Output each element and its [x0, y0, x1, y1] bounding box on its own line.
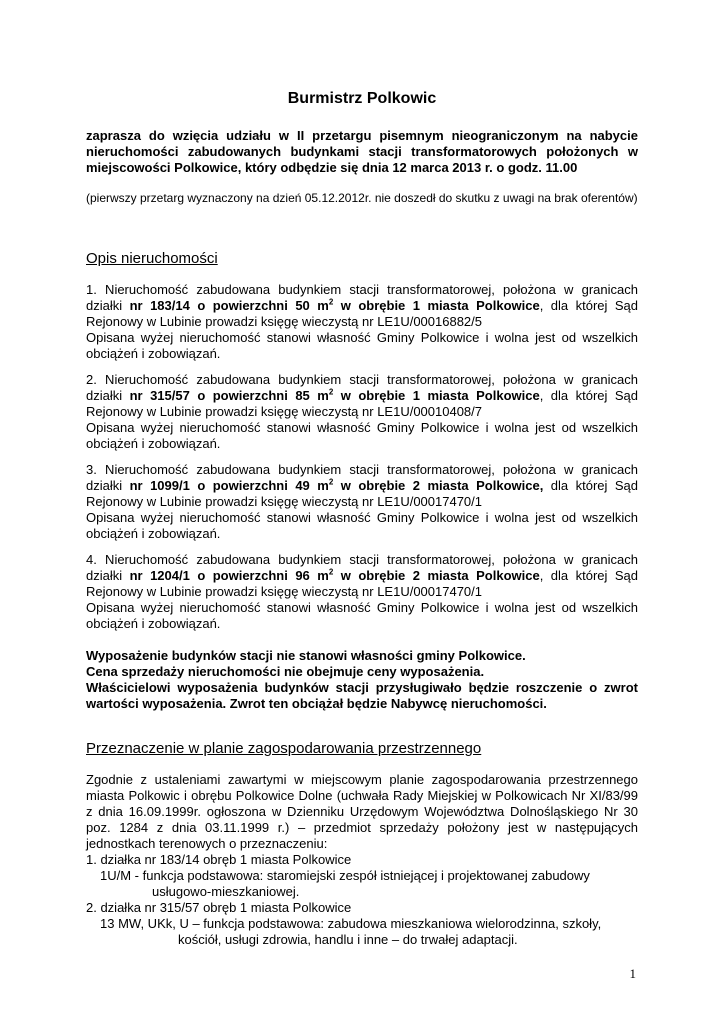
item-lead: 3. Nieruchomość zabudowana budynkiem stacji transformatorowej, położona w granicach działki	[86, 462, 638, 493]
zoning-list-item-2: 2. działka nr 315/57 obręb 1 miasta Polkowice	[86, 900, 352, 915]
property-item-1	[86, 282, 638, 362]
equipment-note-1: Wyposażenie budynków stacji nie stanowi własności gminy Polkowice.	[86, 648, 526, 663]
item-area: w obrębie 2 miasta Polkowice,	[340, 478, 544, 493]
item-area: w obrębie 1 miasta Polkowice	[340, 388, 540, 403]
item-sup: 2	[328, 567, 334, 577]
property-item-4	[86, 552, 638, 632]
zoning-list-item-1-function: 1U/M - funkcja podstawowa: staromiejski zespół istniejącej i projektowanej zabudowy	[100, 868, 590, 883]
item-ownership: Opisana wyżej nieruchomość stanowi własność Gminy Polkowice i wolna jest od wszelkich obciążeń i zobowiązań.	[86, 420, 638, 451]
item-sup: 2	[328, 477, 334, 487]
equipment-note-3: Właścicielowi wyposażenia budynków stacji przysługiwało będzie roszczenie o zwrot wartości wyposażenia. Zwrot ten obciążał będzie Nabywcę nieruchomości.	[86, 680, 638, 711]
item-tail: , dla której Sąd Rejonowy w Lubinie prowadzi księgę wieczystą nr LE1U/00016882/5	[86, 298, 638, 329]
item-lead: 2. Nieruchomość zabudowana budynkiem stacji transformatorowej, położona w granicach działki	[86, 372, 638, 403]
item-area: w obrębie 1 miasta Polkowice	[340, 298, 540, 313]
item-parcel: nr 1099/1 o powierzchni 49 m	[129, 478, 329, 493]
item-ownership: Opisana wyżej nieruchomość stanowi własność Gminy Polkowice i wolna jest od wszelkich obciążeń i zobowiązań.	[86, 330, 638, 361]
item-parcel: nr 315/57 o powierzchni 85 m	[129, 388, 329, 403]
zoning-paragraph: Zgodnie z ustaleniami zawartymi w miejscowym planie zagospodarowania przestrzennego miasta Polkowic i obrębu Polkowice Dolne (uchwała Rady Miejskiej w Polkowicach Nr XI/83/99 z dnia 16.09.1999r. ogłoszona w Dzienniku Urzędowym Województwa Dolnośląskiego Nr 30 poz. 1284 z dnia 03.11.1999 r.) – przedmiot sprzedaży położony jest w następujących jednostkach terenowych o przeznaczeniu:	[86, 772, 638, 851]
page-number: 1	[629, 966, 636, 981]
item-sup: 2	[328, 387, 334, 397]
zoning-list-item-1-function-cont: usługowo-mieszkaniowej.	[152, 884, 300, 899]
section-heading-description: Opis nieruchomości	[86, 250, 218, 267]
item-parcel: nr 183/14 o powierzchni 50 m	[129, 298, 329, 313]
section-heading-zoning: Przeznaczenie w planie zagospodarowania przestrzennego	[86, 740, 482, 757]
property-item-3	[86, 462, 638, 542]
item-ownership: Opisana wyżej nieruchomość stanowi własność Gminy Polkowice i wolna jest od wszelkich obciążeń i zobowiązań.	[86, 510, 638, 541]
item-area: w obrębie 2 miasta Polkowice	[340, 568, 540, 583]
intro-paragraph: zaprasza do wzięcia udziału w II przetargu pisemnym nieograniczonym na nabycie nieruchomości zabudowanych budynkami stacji transformatorowych położonych w miejscowości Polkowice, który odbędzie się dnia 12 marca 2013 r. o godz. 11.00	[86, 128, 638, 175]
property-item-2	[86, 372, 638, 452]
zoning-list	[86, 852, 638, 948]
zoning-list-item-2-function: 13 MW, UKk, U – funkcja podstawowa: zabudowa mieszkaniowa wielorodzinna, szkoły,	[100, 916, 602, 931]
item-tail: dla której Sąd Rejonowy w Lubinie prowadzi księgę wieczystą nr LE1U/00017470/1	[86, 478, 638, 509]
item-ownership: Opisana wyżej nieruchomość stanowi własność Gminy Polkowice i wolna jest od wszelkich obciążeń i zobowiązań.	[86, 600, 638, 631]
zoning-list-item-2-function-cont: kościół, usługi zdrowia, handlu i inne – do trwałej adaptacji.	[178, 932, 518, 947]
note-paragraph: (pierwszy przetarg wyznaczony na dzień 05.12.2012r. nie doszedł do skutku z uwagi na brak oferentów)	[86, 191, 638, 205]
item-tail: , dla której Sąd Rejonowy w Lubinie prowadzi księgę wieczystą nr LE1U/00010408/7	[86, 388, 638, 419]
item-sup: 2	[328, 297, 334, 307]
item-tail: , dla której Sąd Rejonowy w Lubinie prowadzi księgę wieczystą nr LE1U/00017470/1	[86, 568, 638, 599]
zoning-list-item-1: 1. działka nr 183/14 obręb 1 miasta Polkowice	[86, 852, 352, 867]
equipment-notes	[86, 648, 638, 712]
item-lead: 4. Nieruchomość zabudowana budynkiem stacji transformatorowej, położona w granicach działki	[86, 552, 638, 583]
item-lead: 1. Nieruchomość zabudowana budynkiem stacji transformatorowej, położona w granicach działki	[86, 282, 638, 313]
document-title: Burmistrz Polkowic	[287, 90, 437, 107]
equipment-note-2: Cena sprzedaży nieruchomości nie obejmuje ceny wyposażenia.	[86, 664, 485, 679]
item-parcel: nr 1204/1 o powierzchni 96 m	[129, 568, 329, 583]
